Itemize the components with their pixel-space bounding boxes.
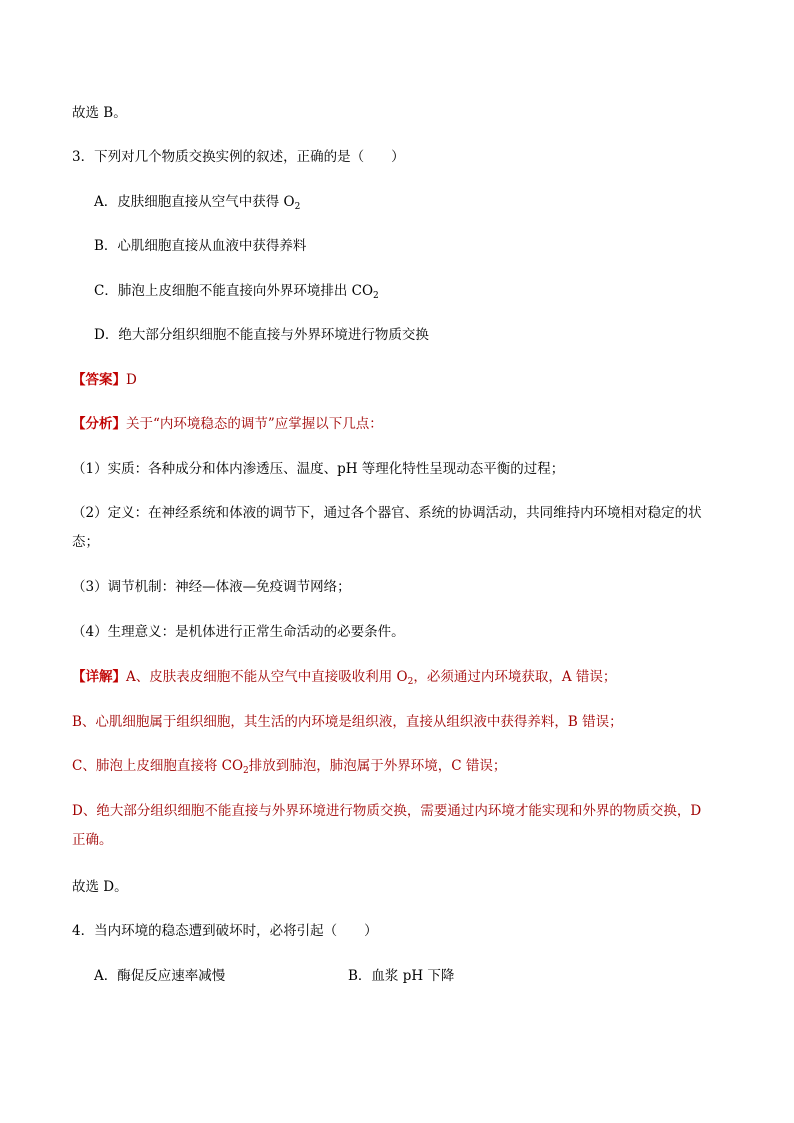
- detail-c-text-end: 排放到肺泡，肺泡属于外界环境，C 错误；: [248, 758, 507, 774]
- answer-label: 【答案】: [72, 372, 126, 388]
- answer-value: D: [126, 372, 137, 388]
- q3-analysis-intro: [72, 414, 383, 434]
- analysis-label: 【分析】: [72, 416, 126, 432]
- q3-conclusion: 故选 D。: [72, 879, 128, 895]
- detail-a-text-end: ，必须通过内环境获取，A 错误；: [413, 669, 617, 685]
- q4-option-a: A．酶促反应速率减慢: [94, 968, 226, 984]
- analysis-point-4: （4）生理意义：是机体进行正常生命活动的必要条件。: [72, 624, 405, 640]
- q3-option-a-subscript: 2: [294, 202, 301, 212]
- detail-c-text: C、肺泡上皮细胞直接将 CO: [72, 758, 244, 774]
- q3-stem: 3．下列对几个物质交换实例的叙述，正确的是（ ）: [72, 149, 405, 165]
- detail-a-text: A、皮肤表皮细胞不能从空气中直接吸收利用 O: [126, 669, 408, 685]
- q3-option-c: [94, 281, 379, 301]
- q2-conclusion: 故选 B。: [72, 105, 127, 121]
- detail-a: [72, 667, 616, 687]
- analysis-point-2-cont: 态；: [72, 534, 99, 550]
- analysis-point-1: （1）实质：各种成分和体内渗透压、温度、pH 等理化特性呈现动态平衡的过程；: [72, 461, 565, 477]
- q3-option-c-text: C．肺泡上皮细胞不能直接向外界环境排出 CO: [94, 283, 374, 299]
- q3-option-b: B．心肌细胞直接从血液中获得养料: [94, 238, 307, 254]
- detail-d-cont: 正确。: [72, 832, 113, 848]
- detail-c-subscript: 2: [243, 766, 249, 776]
- q3-answer: [72, 370, 137, 390]
- q3-option-a: [94, 192, 300, 212]
- q3-option-a-text: A．皮肤细胞直接从空气中获得 O: [94, 194, 295, 210]
- q4-stem: 4．当内环境的稳态遭到破坏时，必将引起（ ）: [72, 923, 378, 939]
- q3-option-d: D．绝大部分组织细胞不能直接与外界环境进行物质交换: [94, 327, 429, 343]
- analysis-point-3: （3）调节机制：神经—体液—免疫调节网络；: [72, 579, 351, 595]
- analysis-intro-text: 关于“内环境稳态的调节”应掌握以下几点：: [126, 416, 383, 432]
- analysis-point-2: （2）定义：在神经系统和体液的调节下，通过各个器官、系统的协调活动，共同维持内环境相对稳定的状: [72, 505, 702, 521]
- detail-b: B、心肌细胞属于组织细胞，其生活的内环境是组织液，直接从组织液中获得养料，B 错误；: [72, 714, 623, 730]
- detail-label: 【详解】: [72, 669, 126, 685]
- q4-option-b: B．血浆 pH 下降: [348, 968, 455, 984]
- detail-d: D、绝大部分组织细胞不能直接与外界环境进行物质交换，需要通过内环境才能实现和外界的物质交换，D: [72, 803, 702, 819]
- q3-option-c-subscript: 2: [373, 291, 379, 301]
- detail-c: [72, 756, 506, 776]
- detail-a-subscript: 2: [407, 677, 414, 687]
